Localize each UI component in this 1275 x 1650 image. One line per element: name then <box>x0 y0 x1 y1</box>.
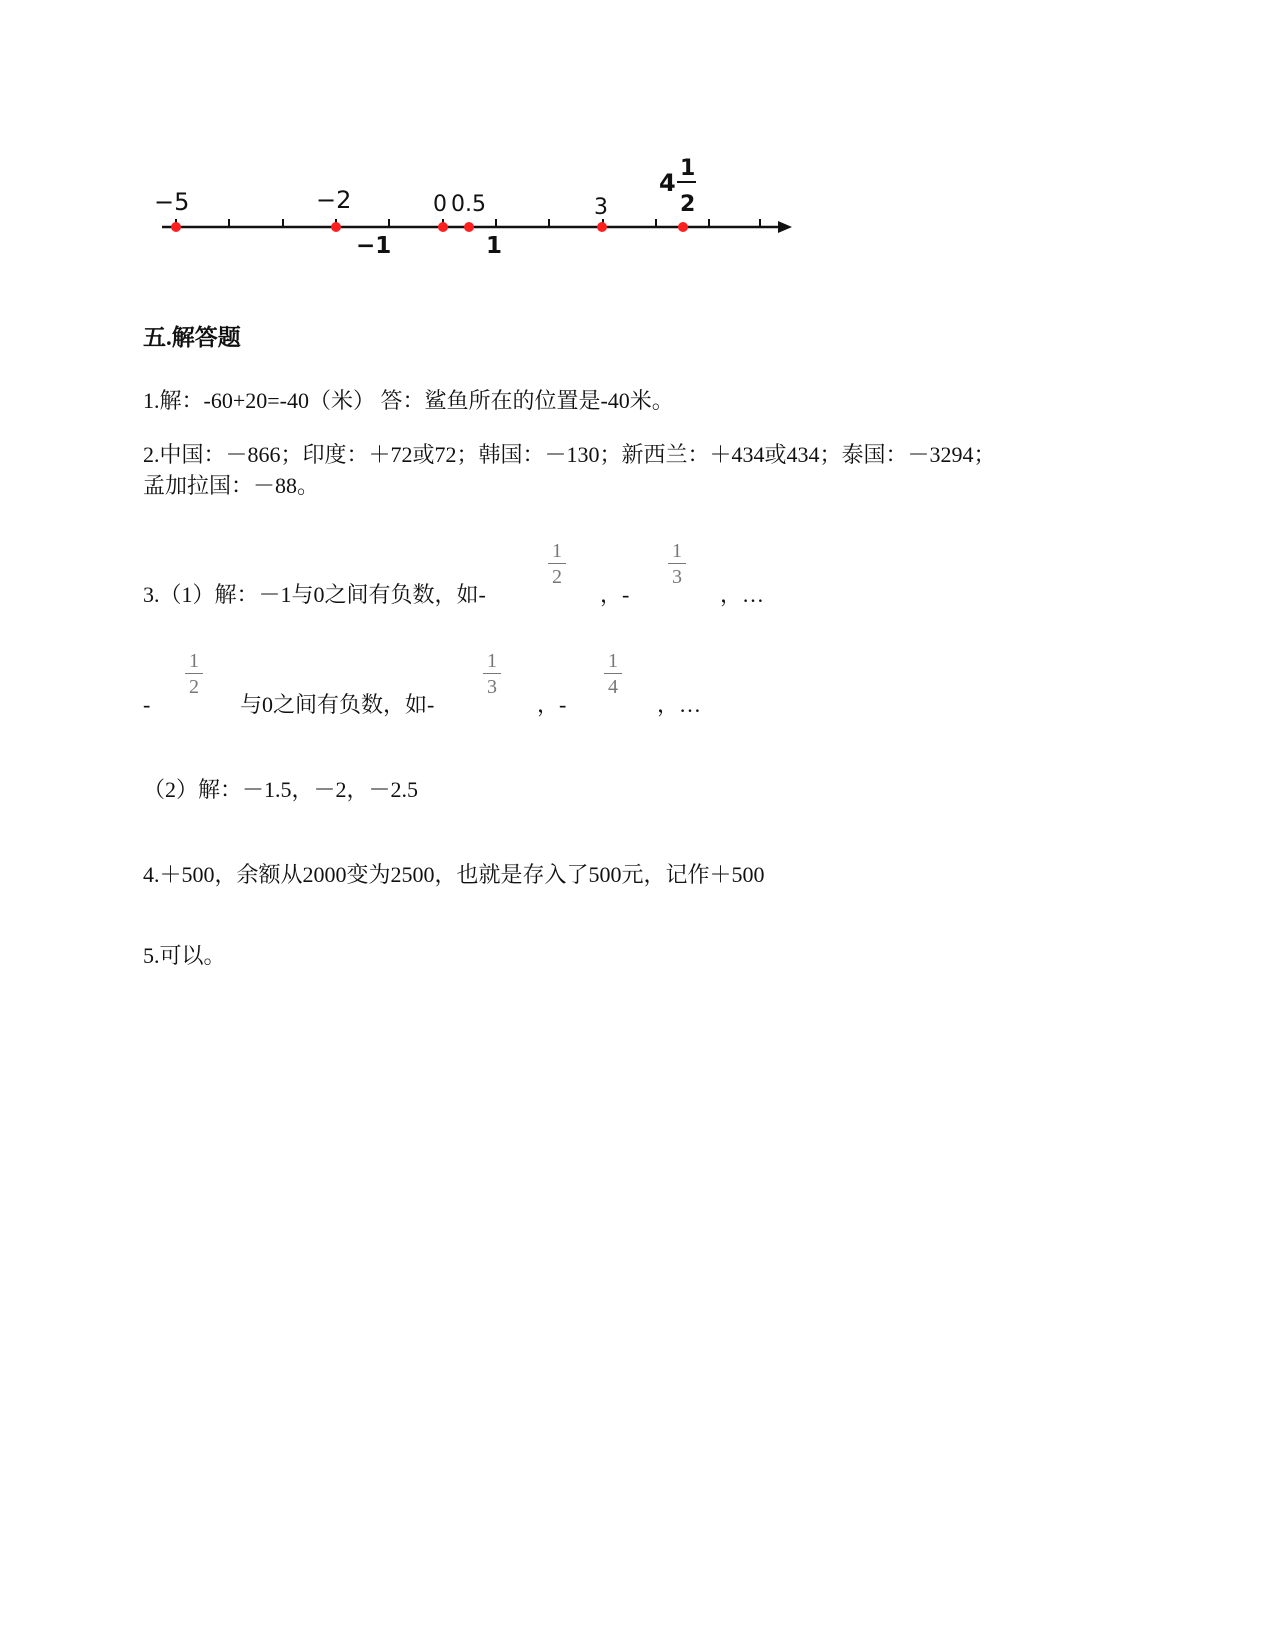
answer-3-part-1-prefix: 3.（1）解：－1与0之间有负数，如- <box>143 582 486 607</box>
fraction-one-fourth: 1 4 <box>602 650 624 698</box>
point-4-half <box>678 222 688 232</box>
label-neg2: −2 <box>316 186 352 214</box>
answer-4: 4.＋500，余额从2000变为2500，也就是存入了500元，记作＋500 <box>143 862 765 887</box>
label-neg5: −5 <box>154 188 190 216</box>
answer-3-part-1-ellipsis: ，… <box>720 582 765 607</box>
number-line-figure <box>140 145 840 275</box>
answer-3-line-2-text: 与0之间有负数，如- <box>240 692 435 717</box>
number-line-arrow <box>778 221 792 233</box>
label-half: 0.5 <box>451 192 486 217</box>
answer-2-line-2: 孟加拉国：－88。 <box>143 473 320 498</box>
svg-text:1: 1 <box>680 156 696 181</box>
fraction-one-third-2: 1 3 <box>481 650 503 698</box>
point-neg2 <box>331 222 341 232</box>
label-four-and-a-half <box>659 156 696 217</box>
point-neg5 <box>171 222 181 232</box>
point-3 <box>597 222 607 232</box>
fraction-one-half: 1 2 <box>546 540 568 588</box>
fraction-one-third: 1 3 <box>666 540 688 588</box>
answer-3-line-2-ellipsis: ，… <box>657 692 702 717</box>
answer-3-part-2: （2）解：－1.5，－2，－2.5 <box>143 777 419 802</box>
label-zero: 0 <box>433 192 447 217</box>
answer-1: 1.解：-60+20=-40（米） 答：鲨鱼所在的位置是-40米。 <box>143 388 674 413</box>
answer-5: 5.可以。 <box>143 943 226 968</box>
answer-3-line-2-separator: ，- <box>537 692 567 717</box>
answer-2-line-1: 2.中国：－866；印度：＋72或72；韩国：－130；新西兰：＋434或434；泰国：－3294； <box>143 442 996 467</box>
label-neg1: −1 <box>356 233 392 259</box>
label-three: 3 <box>594 195 608 220</box>
point-0 <box>438 222 448 232</box>
label-one: 1 <box>486 233 503 259</box>
answer-3-part-1-separator: ，- <box>600 582 630 607</box>
svg-text:4: 4 <box>659 169 676 197</box>
fraction-one-half-2: 1 2 <box>183 650 205 698</box>
section-title: 五.解答题 <box>143 325 241 350</box>
svg-text:2: 2 <box>680 192 696 217</box>
point-0-5 <box>464 222 474 232</box>
answer-3-line-2-prefix: - <box>143 692 151 717</box>
